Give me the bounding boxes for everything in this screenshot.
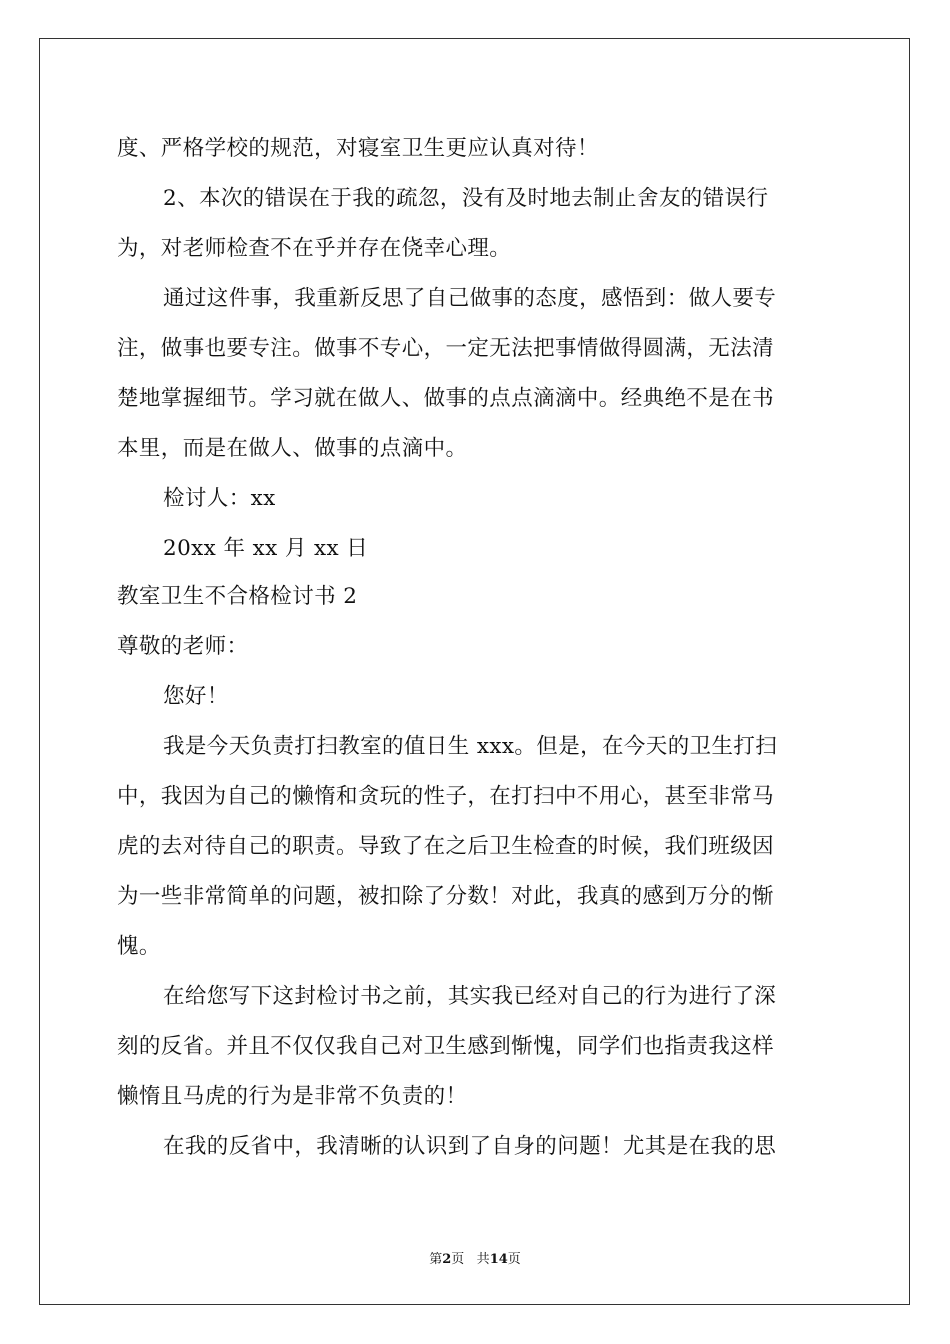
footer-total-prefix: 共 <box>476 1252 490 1267</box>
footer-page-suffix: 页 <box>451 1252 465 1267</box>
text-line: 在我的反省中，我清晰的认识到了自身的问题！尤其是在我的思 <box>163 1134 777 1159</box>
text-line: 刻的反省。并且不仅仅我自己对卫生感到惭愧，同学们也指责我这样 <box>117 1034 775 1059</box>
footer-total-suffix: 页 <box>507 1252 521 1267</box>
text-line: 虎的去对待自己的职责。导致了在之后卫生检查的时候，我们班级因 <box>117 834 775 859</box>
text-line: 愧。 <box>117 934 161 959</box>
text-line: 本里，而是在做人、做事的点滴中。 <box>117 436 468 461</box>
text-line: 在给您写下这封检讨书之前，其实我已经对自己的行为进行了深 <box>163 984 777 1009</box>
text-line: 度、严格学校的规范，对寝室卫生更应认真对待！ <box>117 136 599 161</box>
text-line: 为一些非常简单的问题，被扣除了分数！对此，我真的感到万分的惭 <box>117 884 775 909</box>
signature-line: 检讨人：xx <box>163 486 276 511</box>
text-line: 我是今天负责打扫教室的值日生 xxx。但是，在今天的卫生打扫 <box>163 734 778 759</box>
text-line: 通过这件事，我重新反思了自己做事的态度，感悟到：做人要专 <box>163 286 777 311</box>
text-line: 楚地掌握细节。学习就在做人、做事的点点滴滴中。经典绝不是在书 <box>117 386 775 411</box>
footer-prefix: 第 <box>429 1252 443 1267</box>
section-title: 教室卫生不合格检讨书 2 <box>117 584 358 609</box>
page-footer <box>0 1248 950 1267</box>
current-page-number: 2 <box>442 1252 452 1267</box>
text-line: 懒惰且马虎的行为是非常不负责的！ <box>117 1084 468 1109</box>
salutation: 尊敬的老师： <box>117 634 249 659</box>
text-line: 注，做事也要专注。做事不专心，一定无法把事情做得圆满，无法清 <box>117 336 775 361</box>
date-line: 20xx 年 xx 月 xx 日 <box>163 536 369 561</box>
text-line: 2、本次的错误在于我的疏忽，没有及时地去制止舍友的错误行 <box>163 186 769 211</box>
text-line: 为，对老师检查不在乎并存在侥幸心理。 <box>117 236 512 261</box>
text-line: 中，我因为自己的懒惰和贪玩的性子，在打扫中不用心，甚至非常马 <box>117 784 775 809</box>
greeting: 您好！ <box>163 684 229 709</box>
total-page-count: 14 <box>489 1252 508 1267</box>
